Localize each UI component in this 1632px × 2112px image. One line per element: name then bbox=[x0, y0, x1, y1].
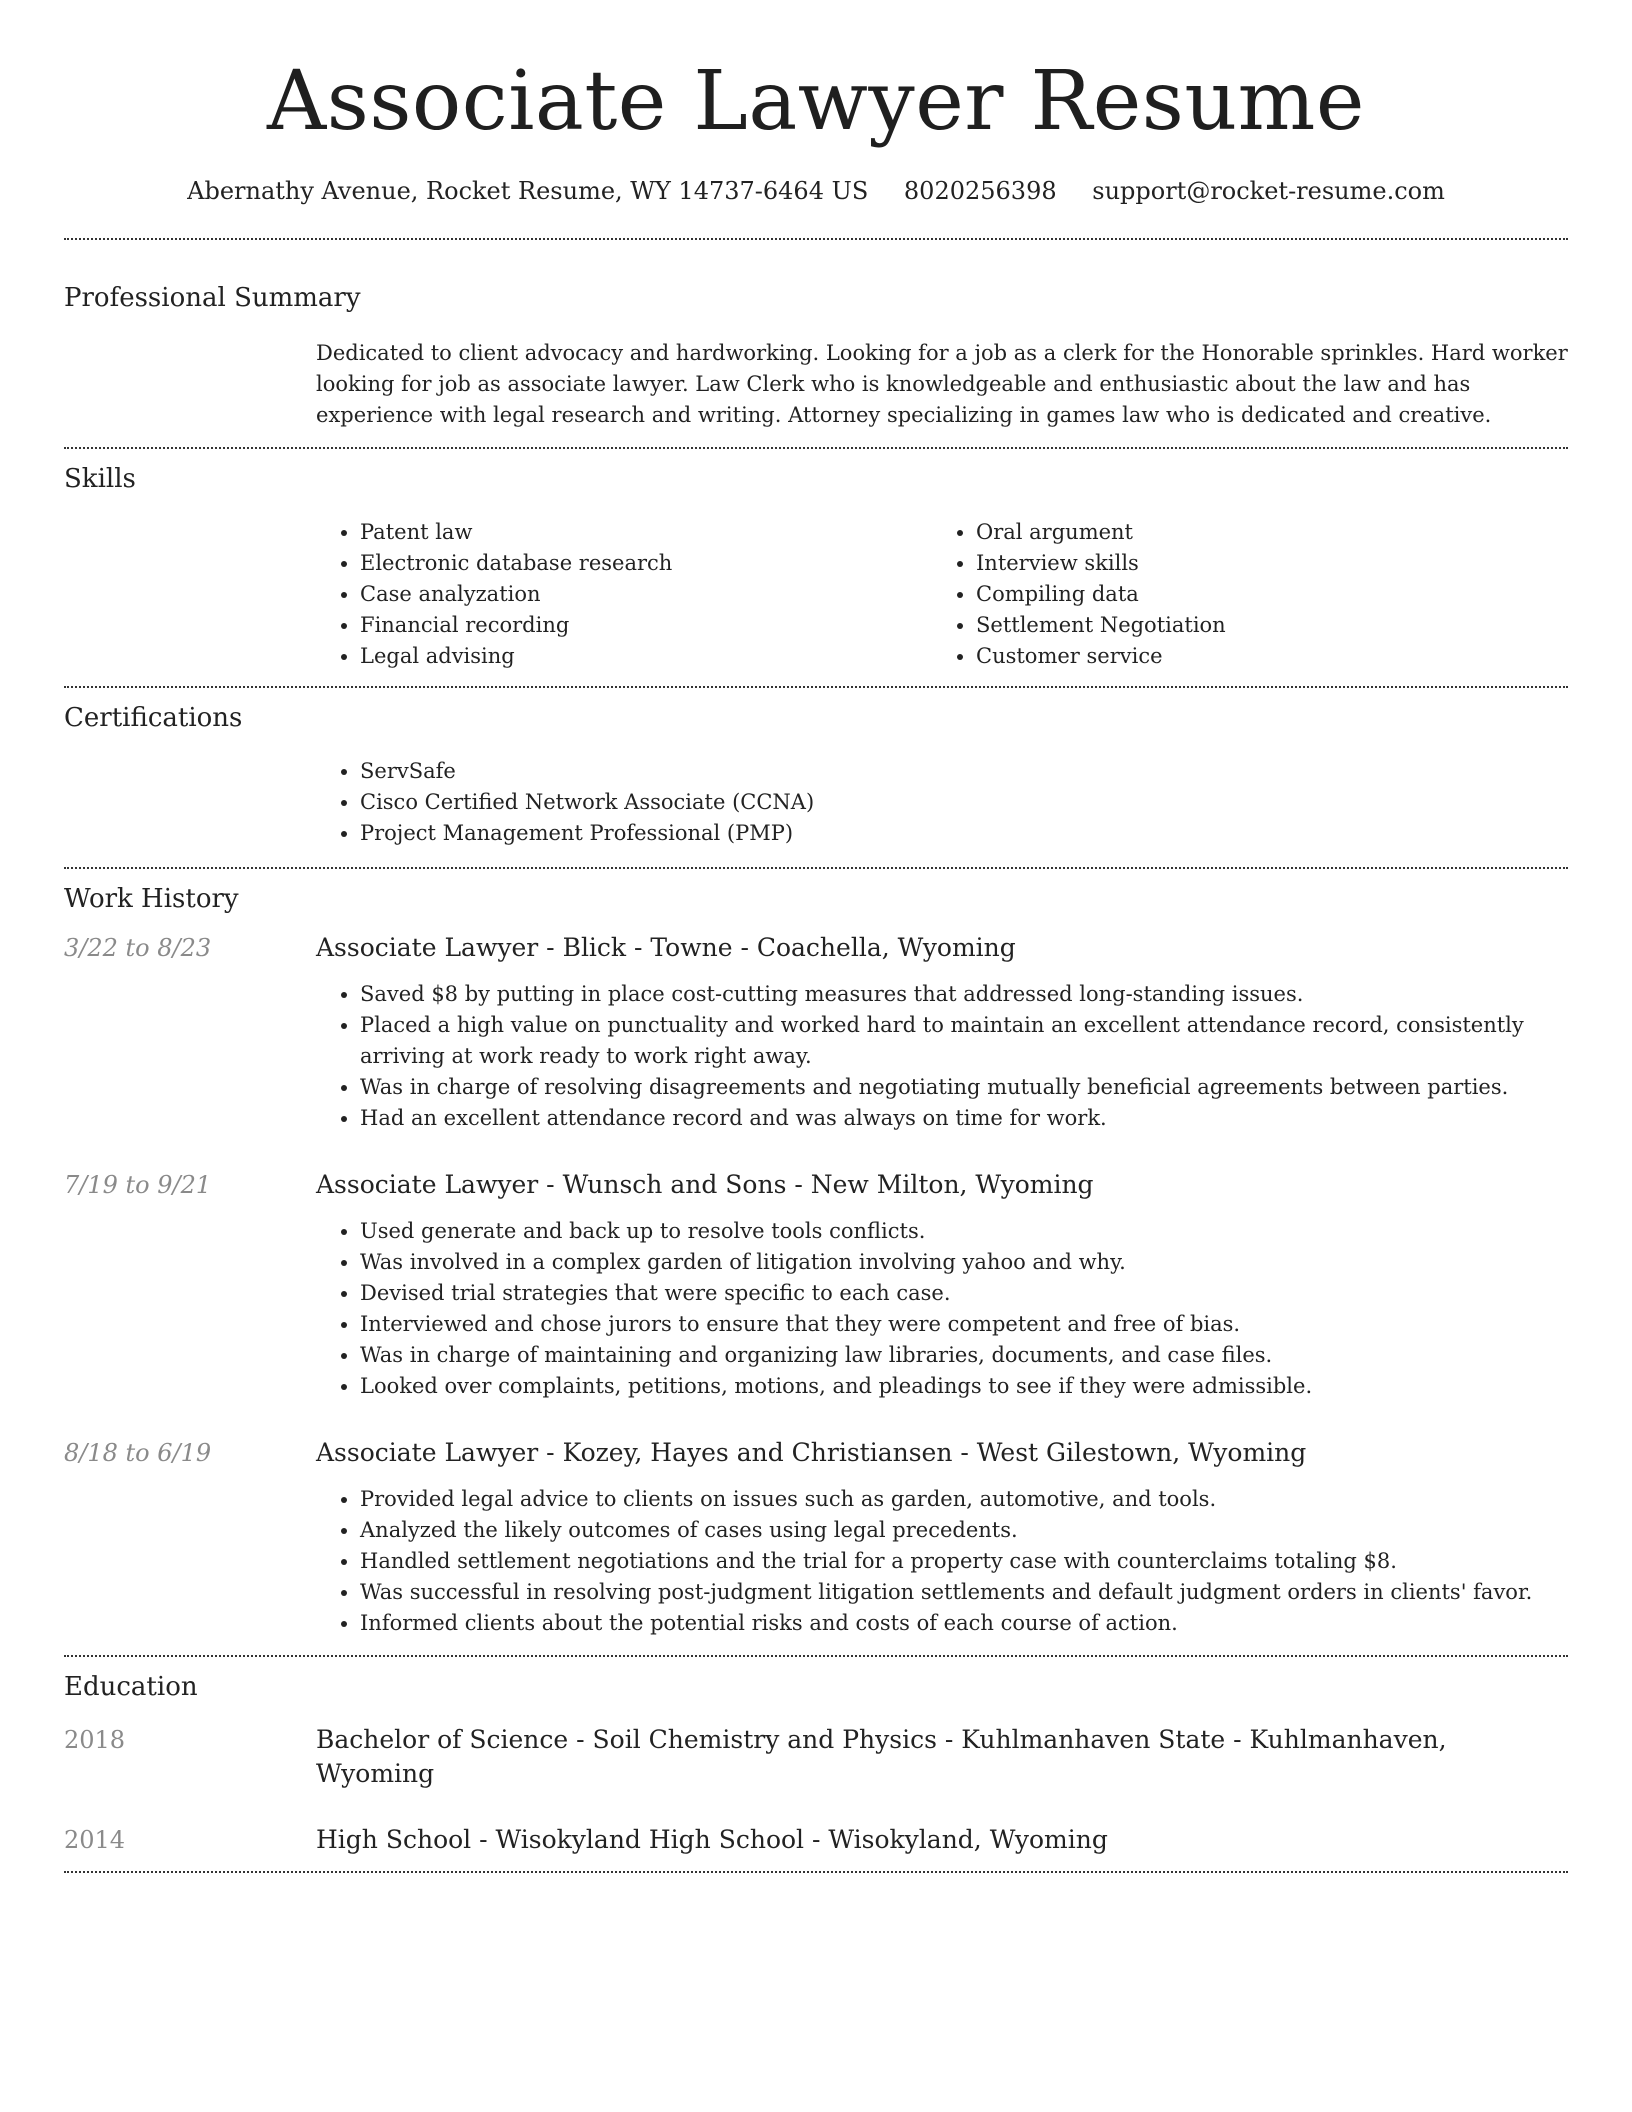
list-item: • Placed a high value on punctuality and worked hard to maintain an excellent attendance record, consistently arriving at work ready to work right away. bbox=[360, 1010, 1568, 1072]
list-item: • Was successful in resolving post-judgment litigation settlements and default judgment orders in clients' favor. bbox=[360, 1577, 1568, 1608]
list-item: • Electronic database research bbox=[360, 548, 932, 579]
job-date: 7/19 to 9/21 bbox=[64, 1171, 212, 1199]
work-history-section bbox=[64, 869, 1568, 1655]
contact-address: Abernathy Avenue, Rocket Resume, WY 14737-6464 US bbox=[187, 177, 869, 205]
job-date: 8/18 to 6/19 bbox=[64, 1439, 212, 1467]
divider bbox=[64, 1871, 1568, 1873]
job-details bbox=[316, 1216, 1568, 1402]
certifications-list bbox=[316, 756, 1568, 849]
section-title-education: Education bbox=[64, 1672, 198, 1702]
education-entry bbox=[64, 1823, 1568, 1857]
list-item: • Compiling data bbox=[976, 579, 1548, 610]
contact-line bbox=[64, 174, 1568, 208]
certifications-content bbox=[316, 756, 1568, 849]
list-item: • Project Management Professional (PMP) bbox=[360, 818, 1568, 849]
education-entry bbox=[64, 1723, 1568, 1791]
education-section bbox=[64, 1657, 1568, 1871]
list-item: • Handled settlement negotiations and the trial for a property case with counterclaims totaling $8. bbox=[360, 1546, 1568, 1577]
list-item: • Looked over complaints, petitions, motions, and pleadings to see if they were admissible. bbox=[360, 1371, 1568, 1402]
list-item: • Devised trial strategies that were specific to each case. bbox=[360, 1278, 1568, 1309]
list-item: • ServSafe bbox=[360, 756, 1568, 787]
list-item: • Had an excellent attendance record and was always on time for work. bbox=[360, 1103, 1568, 1134]
section-title-work-history: Work History bbox=[64, 884, 239, 914]
list-item: • Case analyzation bbox=[360, 579, 932, 610]
job-details bbox=[316, 1484, 1568, 1639]
contact-email: support@rocket-resume.com bbox=[1092, 177, 1445, 205]
list-item: • Informed clients about the potential risks and costs of each course of action. bbox=[360, 1608, 1568, 1639]
skills-list-1 bbox=[316, 517, 932, 672]
job-title: Associate Lawyer - Blick - Towne - Coachella, Wyoming bbox=[316, 933, 1016, 962]
list-item: • Interview skills bbox=[976, 548, 1548, 579]
section-title-skills: Skills bbox=[64, 464, 136, 494]
skills-list-2 bbox=[932, 517, 1548, 672]
list-item: • Cisco Certified Network Associate (CCNA) bbox=[360, 787, 1568, 818]
job-date: 3/22 to 8/23 bbox=[64, 934, 212, 962]
job-bullets bbox=[316, 1484, 1568, 1639]
education-title: Bachelor of Science - Soil Chemistry and Physics - Kuhlmanhaven State - Kuhlmanhaven, Wyoming bbox=[316, 1725, 1447, 1788]
list-item: • Financial recording bbox=[360, 610, 932, 641]
list-item: • Analyzed the likely outcomes of cases using legal precedents. bbox=[360, 1515, 1568, 1546]
job-title: Associate Lawyer - Kozey, Hayes and Christiansen - West Gilestown, Wyoming bbox=[316, 1438, 1307, 1467]
list-item: • Customer service bbox=[976, 641, 1548, 672]
certifications-section bbox=[64, 688, 1568, 867]
education-title: High School - Wisokyland High School - Wisokyland, Wyoming bbox=[316, 1825, 1108, 1854]
contact-phone: 8020256398 bbox=[903, 177, 1057, 205]
list-item: • Legal advising bbox=[360, 641, 932, 672]
skills-column-1 bbox=[316, 517, 932, 672]
list-item: • Patent law bbox=[360, 517, 932, 548]
summary-section bbox=[64, 240, 1568, 447]
job-bullets bbox=[316, 1216, 1568, 1402]
job-entry bbox=[64, 931, 1568, 1134]
job-bullets bbox=[316, 979, 1568, 1134]
list-item: • Provided legal advice to clients on issues such as garden, automotive, and tools. bbox=[360, 1484, 1568, 1515]
job-entry bbox=[64, 1168, 1568, 1402]
section-title-certifications: Certifications bbox=[64, 703, 243, 733]
job-entry bbox=[64, 1436, 1568, 1639]
job-title: Associate Lawyer - Wunsch and Sons - New Milton, Wyoming bbox=[316, 1170, 1094, 1199]
skills-section bbox=[64, 449, 1568, 686]
skills-columns bbox=[316, 517, 1568, 672]
job-details bbox=[316, 979, 1568, 1134]
list-item: • Interviewed and chose jurors to ensure that they were competent and free of bias. bbox=[360, 1309, 1568, 1340]
skills-column-2 bbox=[932, 517, 1548, 672]
list-item: • Was involved in a complex garden of litigation involving yahoo and why. bbox=[360, 1247, 1568, 1278]
list-item: • Used generate and back up to resolve tools conflicts. bbox=[360, 1216, 1568, 1247]
resume-header bbox=[64, 0, 1568, 208]
list-item: • Saved $8 by putting in place cost-cutting measures that addressed long-standing issues. bbox=[360, 979, 1568, 1010]
summary-text: Dedicated to client advocacy and hardworking. Looking for a job as a clerk for the Honorable sprinkles. Hard worker looking for job as associate lawyer. Law Clerk who is knowledgeable and enthusiastic about the law and has experience with legal research and writing. Attorney specializing in games law who is dedicated and creative. bbox=[316, 341, 1568, 427]
section-title-summary: Professional Summary bbox=[64, 283, 361, 313]
page-title: Associate Lawyer Resume bbox=[267, 54, 1365, 149]
education-date: 2014 bbox=[64, 1826, 126, 1854]
list-item: • Was in charge of resolving disagreements and negotiating mutually beneficial agreements between parties. bbox=[360, 1072, 1568, 1103]
list-item: • Oral argument bbox=[976, 517, 1548, 548]
education-date: 2018 bbox=[64, 1726, 126, 1754]
list-item: • Settlement Negotiation bbox=[976, 610, 1548, 641]
list-item: • Was in charge of maintaining and organizing law libraries, documents, and case files. bbox=[360, 1340, 1568, 1371]
